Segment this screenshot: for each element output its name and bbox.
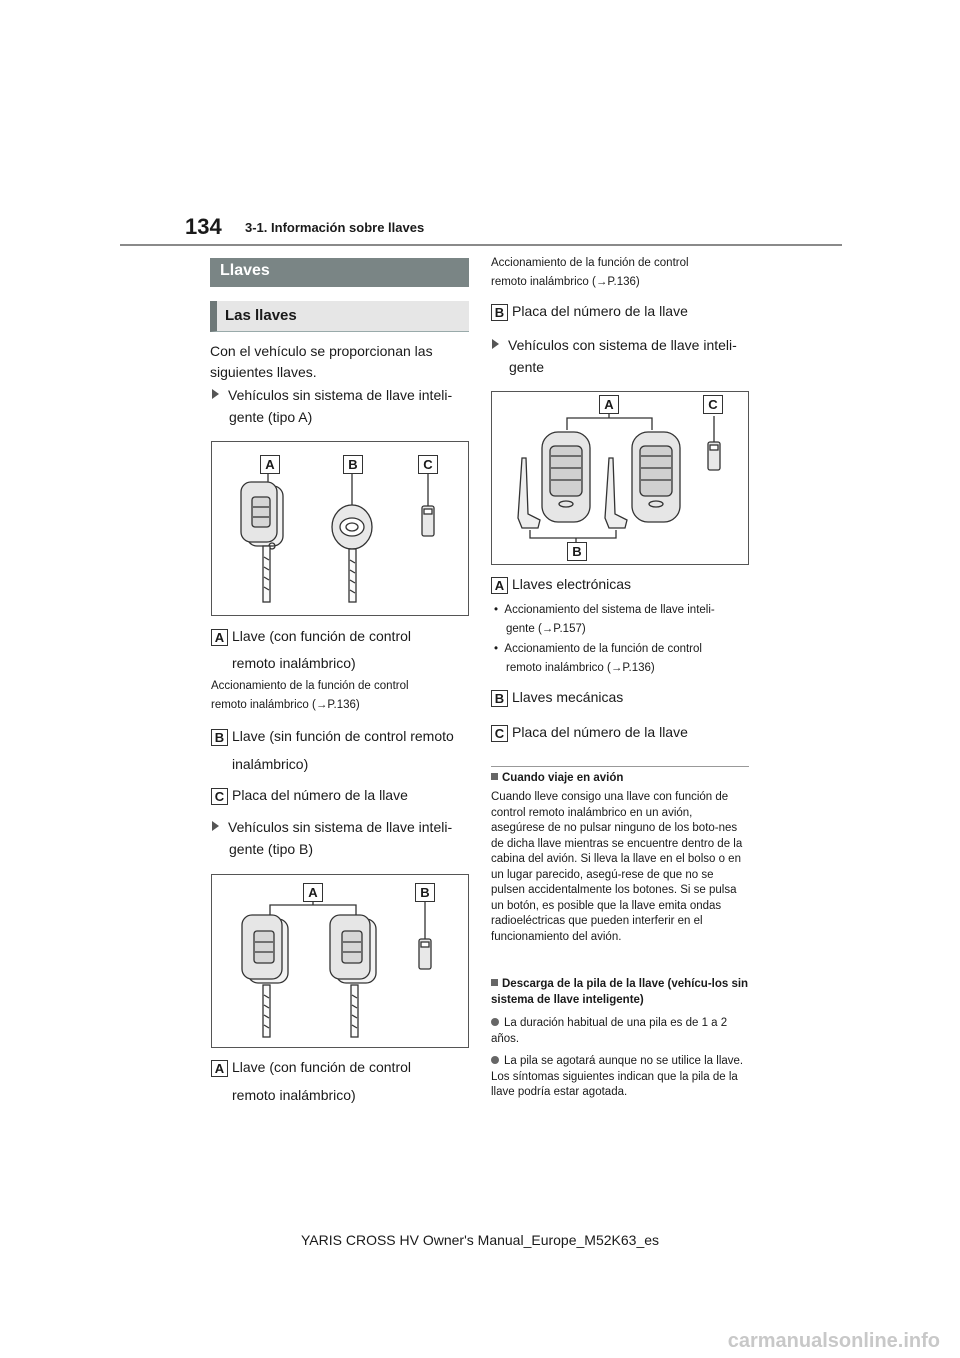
item-b2-text: Llaves mecánicas xyxy=(512,689,624,705)
item-a-text-cont: remoto inalámbrico) xyxy=(232,655,356,671)
triangle-bullet-icon xyxy=(492,339,499,349)
heading-type-b: Vehículos sin sistema de llave inteli- xyxy=(212,817,452,838)
continued-note-cont: remoto inalámbrico (→P.136) xyxy=(491,276,640,288)
intro-text: Con el vehículo se proporcionan las siguientes llaves. xyxy=(210,343,433,380)
figure-label-a: A xyxy=(260,455,280,474)
note-battery-title: Descarga de la pila de la llave (vehícu-los sin sistema de llave inteligente) xyxy=(491,978,749,1006)
heading-smart-key: Vehículos con sistema de llave inteli- xyxy=(492,335,737,356)
smart-keys-illustration xyxy=(492,392,748,564)
watermark: carmanualsonline.info xyxy=(727,1330,940,1352)
heading-type-b-cont: gente (tipo B) xyxy=(229,841,314,857)
label-b: B xyxy=(491,690,508,707)
item-c-text: Placa del número de la llave xyxy=(232,787,408,803)
page-footer: YARIS CROSS HV Owner's Manual_Europe_M52K63_es xyxy=(300,1232,660,1248)
subsection-banner-text: Las llaves xyxy=(225,307,297,324)
heading-type-a-cont: gente (tipo A) xyxy=(229,409,313,425)
bullet-remote: • Accionamiento de la función de control xyxy=(494,643,702,655)
item-b-text-cont: inalámbrico) xyxy=(232,756,309,772)
item-a2-text-cont: remoto inalámbrico) xyxy=(232,1087,356,1103)
figure-label-a: A xyxy=(599,395,619,414)
triangle-bullet-icon xyxy=(212,821,219,831)
bullet-smart-key: • Accionamiento del sistema de llave inteli- xyxy=(494,604,715,616)
figure-label-c: C xyxy=(703,395,723,414)
item-a-text: Llaves electrónicas xyxy=(512,576,632,592)
label-c: C xyxy=(491,725,508,742)
item-a-note-cont: remoto inalámbrico (→P.136) xyxy=(211,699,360,711)
page-number: 134 xyxy=(185,214,222,239)
bullet-remote-cont: remoto inalámbrico (→P.136) xyxy=(506,662,655,674)
figure-smart-keys xyxy=(491,391,749,565)
label-b: B xyxy=(491,304,508,321)
triangle-bullet-icon xyxy=(212,389,219,399)
figure-label-b: B xyxy=(415,883,435,902)
item-c-text: Placa del número de la llave xyxy=(512,724,688,740)
figure-keys-type-b xyxy=(211,874,469,1048)
dot-bullet-icon xyxy=(491,1018,499,1026)
note-airplane-title: Cuando viaje en avión xyxy=(491,771,749,787)
notes-divider xyxy=(491,766,749,767)
note-battery-dot-1: La duración habitual de una pila es de 1 a 2 años. xyxy=(491,1017,728,1045)
item-b-text: Placa del número de la llave xyxy=(512,303,688,319)
figure-label-c: C xyxy=(418,455,438,474)
figure-label-b: B xyxy=(567,542,587,561)
label-a: A xyxy=(491,577,508,594)
section-banner xyxy=(210,258,469,287)
subsection-banner xyxy=(210,301,469,332)
section-title: 3-1. Información sobre llaves xyxy=(245,220,425,235)
figure-keys-type-a xyxy=(211,441,469,616)
heading-type-a: Vehículos sin sistema de llave inteli- xyxy=(212,385,452,406)
figure-label-a: A xyxy=(303,883,323,902)
item-a-note: Accionamiento de la función de control xyxy=(211,680,409,692)
note-battery-dot-2: La pila se agotará aunque no se utilice la llave. Los síntomas siguientes indican que la pila de la llave podría estar agotada. xyxy=(491,1055,744,1098)
label-b: B xyxy=(211,729,228,746)
label-a: A xyxy=(211,1060,228,1077)
heading-smart-key-cont: gente xyxy=(509,359,545,375)
item-a2-text: Llave (con función de control xyxy=(232,1059,411,1075)
note-airplane-body: Cuando lleve consigo una llave con función de control remoto inalámbrico en un avión, asegúrese de no pulsar ninguno de los boto-nes de dicha llave mientras se encuentre dentro de la cabina del avión. Si lleva la llave en el bolso o en un lugar parecido, asegú-rese de que no se pulsen accidentalmente los botones. Si se pulsa un botón, es posible que la llave emita ondas radioeléctricas que pueden interferir en el funcionamiento del avión. xyxy=(491,791,743,943)
label-c: C xyxy=(211,788,228,805)
header-divider xyxy=(120,244,842,246)
item-a-text: Llave (con función de control xyxy=(232,628,411,644)
dot-bullet-icon xyxy=(491,1056,499,1064)
label-a: A xyxy=(211,629,228,646)
bullet-smart-key-cont: gente (→P.157) xyxy=(506,623,586,635)
figure-label-b: B xyxy=(343,455,363,474)
square-bullet-icon xyxy=(491,979,498,986)
square-bullet-icon xyxy=(491,773,498,780)
section-banner-text: Llaves xyxy=(220,262,270,279)
item-b-text: Llave (sin función de control remoto xyxy=(232,728,454,744)
continued-note: Accionamiento de la función de control xyxy=(491,257,689,269)
